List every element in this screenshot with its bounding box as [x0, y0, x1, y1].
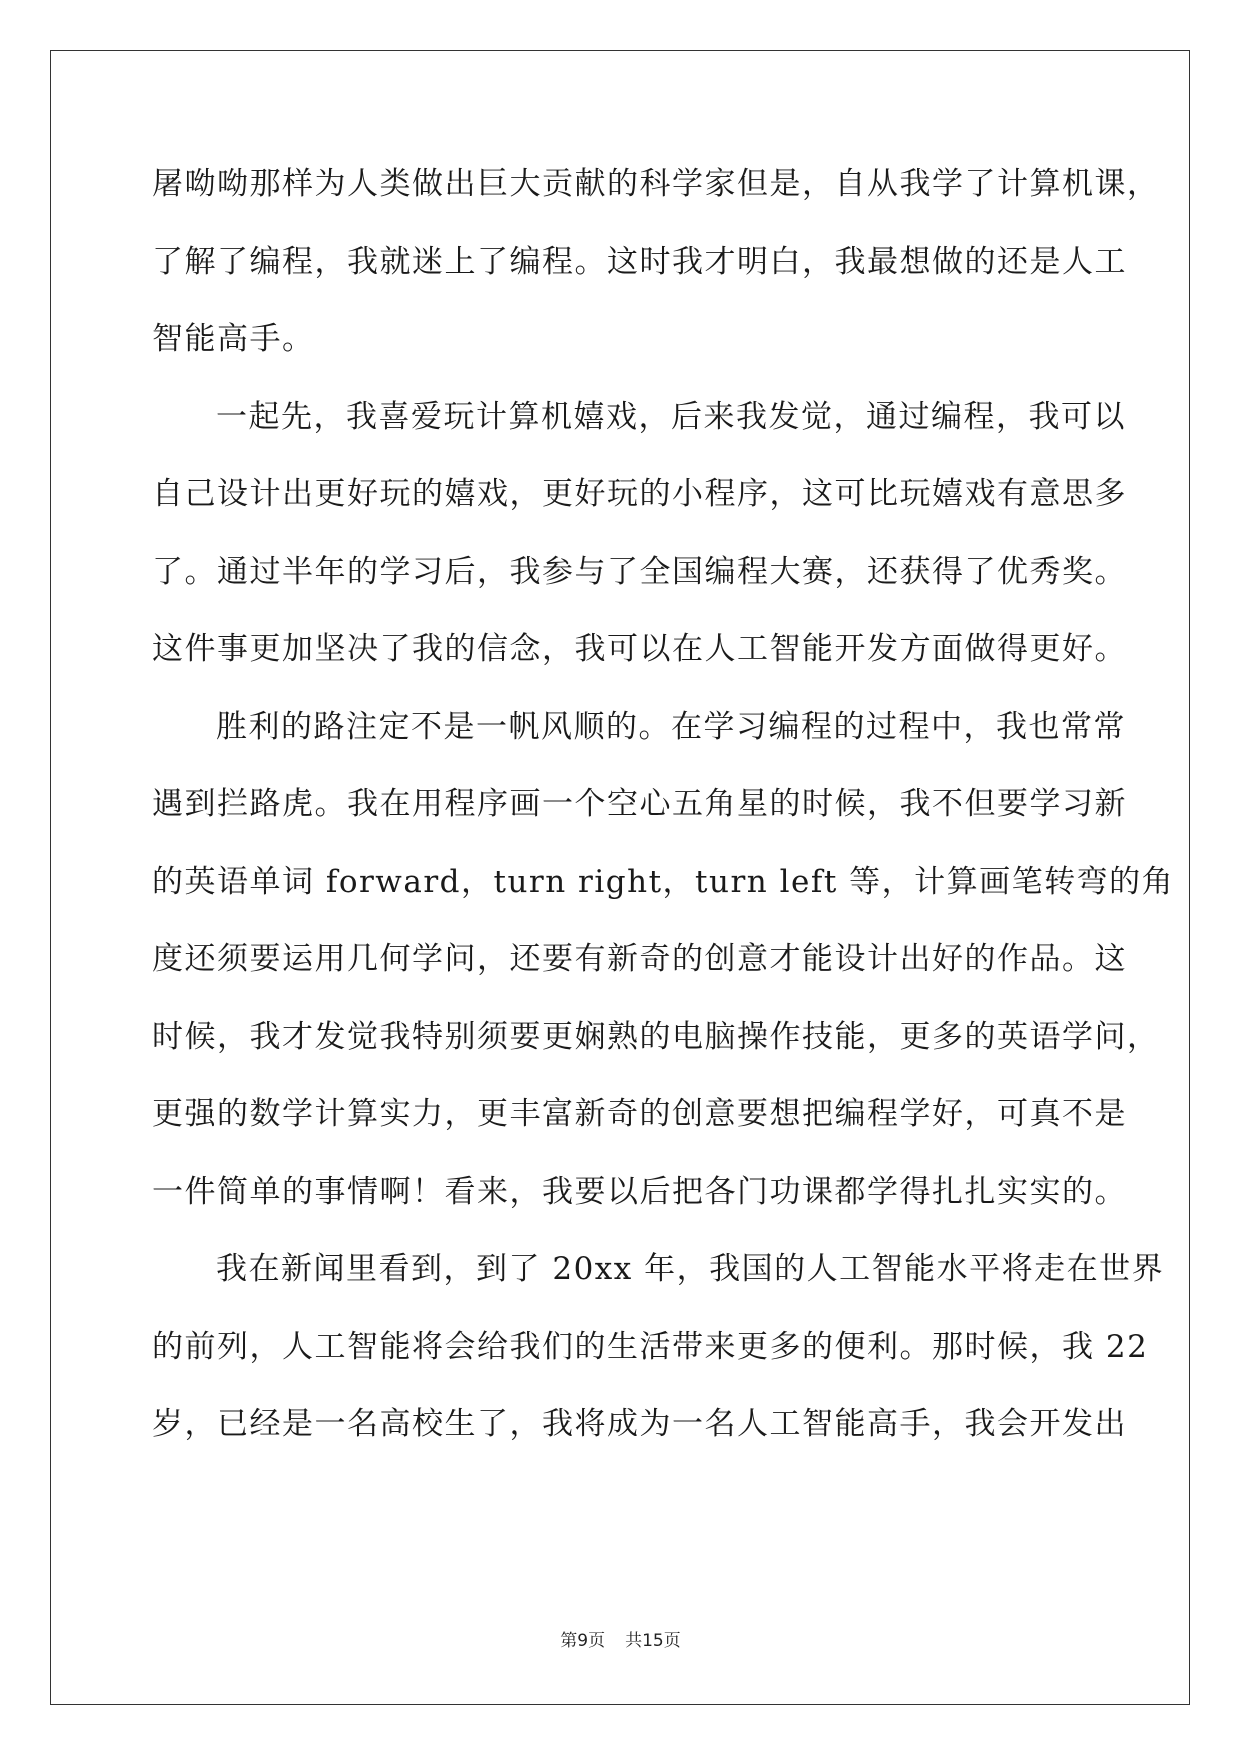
text-line-paragraph-start: 我在新闻里看到，到了 20xx 年，我国的人工智能水平将走在世界: [216, 1251, 1165, 1287]
text-line: 岁，已经是一名高校生了，我将成为一名人工智能高手，我会开发出: [152, 1406, 1127, 1442]
total-pages-number: 15: [642, 1631, 664, 1651]
text-line: 了解了编程，我就迷上了编程。这时我才明白，我最想做的还是人工: [152, 243, 1127, 280]
total-suffix: 页: [663, 1631, 681, 1651]
text-line: 遇到拦路虎。我在用程序画一个空心五角星的时候，我不但要学习新: [152, 786, 1127, 822]
text-line-paragraph-start: 胜利的路注定不是一帆风顺的。在学习编程的过程中，我也常常: [216, 708, 1126, 745]
text-line: 智能高手。: [152, 321, 315, 357]
text-line: 度还须要运用几何学问，还要有新奇的创意才能设计出好的作品。这: [152, 941, 1127, 977]
text-line: 屠呦呦那样为人类做出巨大贡献的科学家但是，自从我学了计算机课，: [152, 166, 1160, 202]
text-line: 了。通过半年的学习后，我参与了全国编程大赛，还获得了优秀奖。: [152, 553, 1127, 590]
text-line: 更强的数学计算实力，更丰富新奇的创意要想把编程学好，可真不是: [152, 1096, 1127, 1132]
page-prefix: 第: [560, 1631, 578, 1651]
text-line: 这件事更加坚决了我的信念，我可以在人工智能开发方面做得更好。: [152, 631, 1127, 667]
text-line: 的前列，人工智能将会给我们的生活带来更多的便利。那时候，我 22: [152, 1328, 1149, 1365]
document-body: [152, 162, 1175, 1480]
page-suffix: 页: [588, 1631, 606, 1651]
text-line: 自己设计出更好玩的嬉戏，更好玩的小程序，这可比玩嬉戏有意思多: [152, 476, 1127, 512]
current-page-number: 9: [577, 1631, 589, 1651]
text-line: 一件简单的事情啊！看来，我要以后把各门功课都学得扎扎实实的。: [152, 1173, 1127, 1210]
text-line: 时候，我才发觉我特别须要更娴熟的电脑操作技能，更多的英语学问，: [152, 1018, 1160, 1055]
page-footer: [0, 1626, 1241, 1651]
text-line: 的英语单词 forward，turn right，turn left 等，计算画笔转弯的角: [152, 863, 1175, 900]
total-prefix: 共: [625, 1631, 643, 1651]
text-line-paragraph-start: 一起先，我喜爱玩计算机嬉戏，后来我发觉，通过编程，我可以: [216, 398, 1126, 435]
